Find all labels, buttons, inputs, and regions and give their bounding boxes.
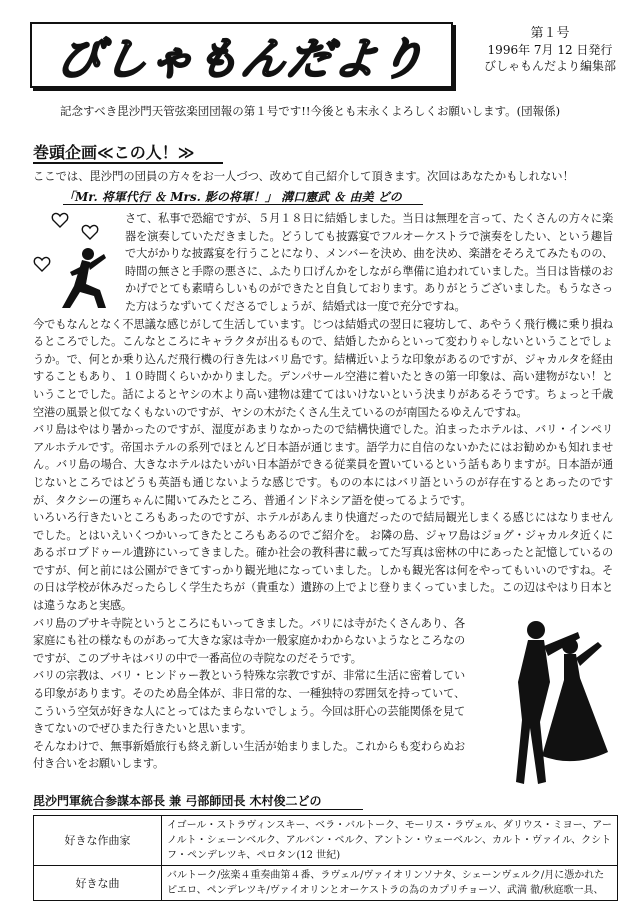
issue-date: 1996年 7月 12 日発行 [487, 43, 613, 57]
issue-info [480, 26, 620, 74]
section-title: 巻頭企画≪この人！≫ [33, 143, 195, 162]
table-cell-value: バルトーク/弦楽４重奏曲第４番、ラヴェル/ヴァイオリンソナタ、シェーンヴェルク/月に憑かれたピエロ、ペンデレツキ/ヴァイオリンとオーケストラの為のカプリチョーソ、武満 徹/秋庭歌一具、 [162, 866, 618, 901]
table-cell-label: 好きな作曲家 [34, 816, 162, 866]
dancing-couple-icon [516, 621, 608, 784]
section-intro: ここでは、毘沙門の団員の方々をお一人づつ、改めて自己紹介して頂きます。次回はあなたかもしれない！ [33, 170, 574, 183]
table-row [34, 866, 618, 901]
table-row [34, 816, 618, 866]
article-paragraph: バリ島はやはり暑かったのですが、湿度があまりなかったので結構快適でした。泊まったホテルは、バリ・インペリアルホテルです。帝国ホテルの系列でほとんど日本語が通じます。語学力に自信のないかたにはお勧めかも知れません。バリ島の場合、大きなホテルはたいがい日本語ができる従業員を置いているという話もありますが。日本語が通じないところではどうも英語も通じないような感じです。ものの本にはバリ語というのが存在するとあったのですが、タクシーの運ちゃんに聞いてみたところ、普通インドネシア語を使ってるようです。 [33, 423, 613, 507]
issue-number: 第１号 [530, 26, 570, 41]
profile-heading-underline [33, 809, 363, 810]
article-paragraph: 今でもなんとなく不思議な感じがして生活しています。じつは結婚式の翌日に寝坊して、あやうく飛行機に乗り損ねるところでした。こんなところにキャラクタが出るもので、結婚したからといって変わりゃしないということでしょうか。で、何とか乗り込んだ飛行機の行き先はバリ島です。結構近いような印象があるのですが、ジャカルタを経由することもあり、１０時間くらいかかりました。デンパサール空港に着いたときの第一印象は、高い建物がない！ということでした。話によるとヤシの木より高い建物は建ててはいけないという決まりがあるそうです。ちょっと千歳空港の風景と似てなくもないのですが、ヤシの木がたくさん生えているのが南国たるゆえんですね。 [33, 317, 613, 419]
profile-heading: 毘沙門軍統合参謀本部長 兼 弓部師団長 木村俊二どの [33, 794, 322, 808]
profile-table [33, 815, 618, 901]
dancing-couple-illustration [478, 612, 618, 790]
article-paragraph: さて、私事で恐縮ですが、５月１８日に結婚しました。当日は無理を言って、たくさんの方々に楽器を演奏していただきました。どうしても披露宴でフルオーケストラで演奏をしたい、という趣旨で大がかりな披露宴を行うことになり、メンバーを決め、曲を決め、楽譜をそろえてみたものの、時間の無さと手際の悪さに、ふたり口げんかをしながら準備に追われていました。当日は皆様のおかげでとても素晴らしいものができたと自負しております。ありがとうございました。もうなさった方はうなずいてくださるでしょうが、結婚式は一度で充分ですね。 [125, 212, 613, 313]
masthead-title-box [30, 22, 453, 88]
greeting-text: 記念すべき毘沙門天管弦楽団団報の第１号です!!今後とも末永くよろしくお願いします。(団報係) [60, 104, 561, 118]
table-cell-value: イゴール・ストラヴィンスキー、ベラ・バルトーク、モーリス・ラヴェル、ダリウス・ミヨー、アーノルト・シェーンベルク、アルバン・ベルク、アントン・ウェーベルン、カルト・ヴァイル、クシトフ・ペンデレツキ、ペロタン(12 世紀) [162, 816, 618, 866]
masthead-title: びしゃもんだより [53, 34, 429, 85]
feature-heading: 「Mr. 将軍代行 ＆ Mrs. 影の将軍！」 溝口憲武 ＆ 由美 どの [63, 190, 402, 204]
feature-heading-underline [63, 204, 423, 205]
article-paragraph: バリの宗教は、バリ・ヒンドゥー教という特殊な宗教ですが、非常に生活に密着している印象があります。そのため島全体が、非日常的な、一種独特の雰囲気を持っていて、こういう空気が好きな人にとってはたまらないでしょう。今回は肝心の芸能関係を見てきてないのでぜひまた行きたいと思います。 [33, 669, 465, 736]
issue-publisher: びしゃもんだより編集部 [483, 59, 616, 73]
section-title-underline [33, 162, 223, 164]
article-paragraph: いろいろ行きたいところもあったのですが、ホテルがあんまり快適だったので結局観光しまくる感じにはなりませんでした。とはいえいくつかいってきたところもあるのでご紹介を。 お隣の島、ジャワ島はジョグ・ジャカルタ近くにあるボロブドゥール遺跡にいってきました。確か社会の教科書に載ってた写真は密林の中にあったと記憶しているのですが、何と前には公園ができてすっかり観光地になっていました。しかも観光客は何をやってもいいのですね。その日は学校が休みだったらしく学生たちが（貴重な）遺跡の上でよじ登りまくっていました。この辺はやはり日本とは違うなあと実感。 [33, 511, 613, 613]
table-cell-label: 好きな曲 [34, 866, 162, 901]
article-paragraph: バリ島のブサキ寺院というところにもいってきました。バリには寺がたくさんあり、各家庭にも社の様なものがあって大きな家は寺か一般家庭かわからないようなところなのですが、このブサキはバリの中で一番高位の寺院なのだそうです。 [33, 616, 465, 665]
article-paragraph: そんなわけで、無事新婚旅行も終え新しい生活が始まりました。これからも変わらぬお付き合いをお願いします。 [33, 739, 465, 771]
